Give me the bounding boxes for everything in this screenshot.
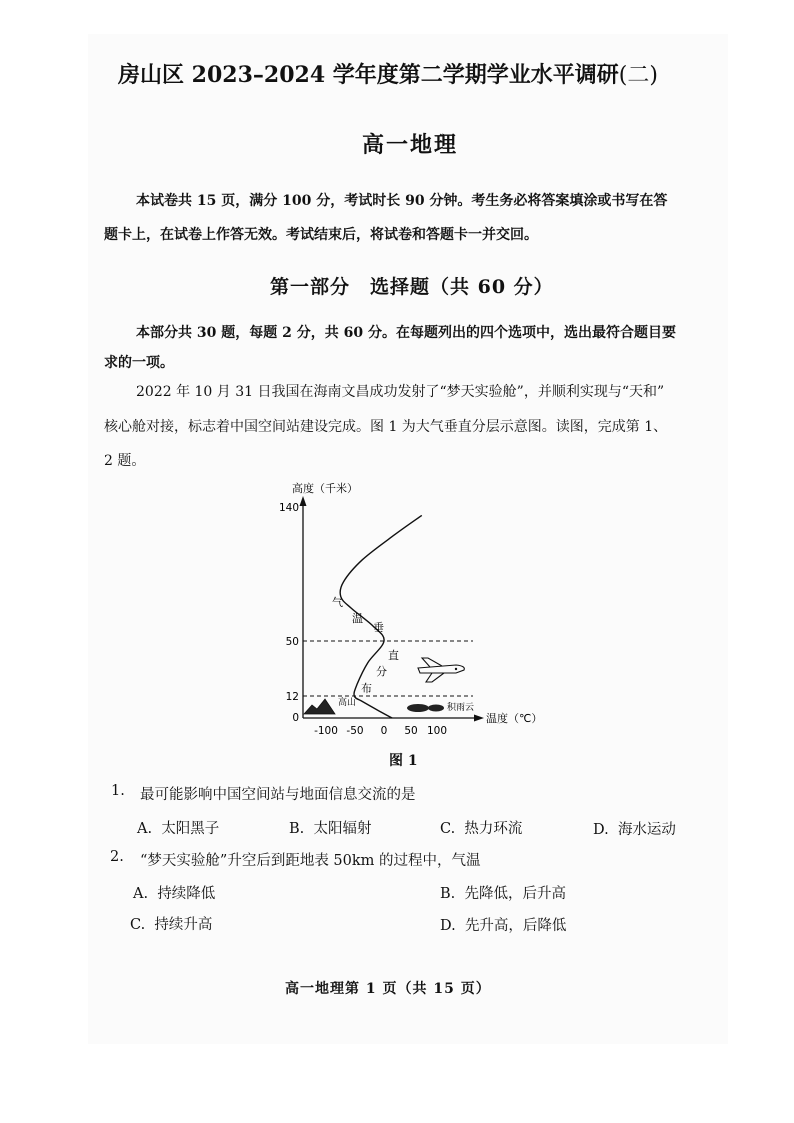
x-axis-label: 温度（℃） xyxy=(486,712,543,725)
q2-option-a-text: 持续降低 xyxy=(157,886,216,902)
curve-label-bu: 布 xyxy=(361,682,372,695)
q1-option-c-text: 热力环流 xyxy=(464,821,523,837)
exam-title-tail: (二) xyxy=(618,63,658,88)
q1-option-d-key: D. xyxy=(593,822,609,838)
x-tick-100: 100 xyxy=(426,725,448,737)
passage-line-2: 核心舱对接，标志着中国空间站建设完成。图 1 为大气垂直分层示意图。读图，完成第 1、 xyxy=(104,419,668,435)
x-tick-minus-100: -100 xyxy=(314,725,338,737)
curve-label-wen: 温 xyxy=(352,612,363,625)
q2-option-c-key: C. xyxy=(130,917,146,933)
q2-option-c xyxy=(130,913,212,934)
exam-title xyxy=(118,58,658,89)
instructions-line-2: 题卡上，在试卷上作答无效。考试结束后，将试卷和答题卡一并交回。 xyxy=(104,227,538,243)
section-title: 第一部分 选择题（共 60 分） xyxy=(270,276,554,298)
y-axis-label: 高度（千米） xyxy=(292,482,358,495)
q1-option-b-key: B. xyxy=(289,821,305,837)
x-tick-0: 0 xyxy=(380,725,388,737)
q1-option-a-key: A. xyxy=(137,821,153,837)
y-tick-12: 12 xyxy=(285,691,299,703)
x-tick-minus-50: -50 xyxy=(346,725,364,737)
section-intro-line-2: 求的一项。 xyxy=(104,355,174,371)
q2-option-b-key: B. xyxy=(440,886,456,902)
q1-option-b-text: 太阳辐射 xyxy=(313,821,372,837)
page-footer: 高一地理第 1 页（共 15 页） xyxy=(285,981,491,997)
y-axis-arrow xyxy=(300,496,307,506)
mountain-label: 高山 xyxy=(338,698,357,708)
q2-option-c-text: 持续升高 xyxy=(154,917,213,933)
figure-caption: 图 1 xyxy=(389,753,418,769)
section-intro-line-1: 本部分共 30 题，每题 2 分，共 60 分。在每题列出的四个选项中，选出最符合题目要 xyxy=(136,325,676,341)
q2-option-a-key: A. xyxy=(133,886,149,902)
curve-label-fen: 分 xyxy=(376,665,387,678)
q1-option-b xyxy=(289,817,371,838)
passage-line-3: 2 题。 xyxy=(104,453,146,469)
airplane-icon xyxy=(418,658,464,682)
question-1-stem: 最可能影响中国空间站与地面信息交流的是 xyxy=(140,787,416,803)
y-tick-50: 50 xyxy=(285,636,299,648)
q2-option-d-text: 先升高，后降低 xyxy=(464,918,567,934)
atmosphere-figure xyxy=(278,476,543,746)
question-1-number: 1. xyxy=(111,783,125,799)
mountain-icon xyxy=(304,699,335,714)
q2-option-b xyxy=(440,882,566,903)
question-2-number: 2. xyxy=(110,849,124,865)
q1-option-a-text: 太阳黑子 xyxy=(161,821,220,837)
q2-option-d-key: D. xyxy=(440,918,456,934)
y-tick-0: 0 xyxy=(292,712,299,724)
q2-option-a xyxy=(133,882,215,903)
passage-line-1: 2022 年 10 月 31 日我国在海南文昌成功发射了“梦天实验舱”，并顺利实现与“天和” xyxy=(136,384,665,400)
q2-option-b-text: 先降低，后升高 xyxy=(464,886,566,902)
question-2-stem: “梦天实验舱”升空后到距地表 50km 的过程中，气温 xyxy=(140,853,481,869)
cloud-label: 积雨云 xyxy=(447,703,475,713)
exam-title-main: 房山区 2023–2024 学年度第二学期学业水平调研 xyxy=(118,62,619,88)
x-axis-arrow xyxy=(474,715,484,722)
cloud-icon xyxy=(407,704,444,712)
curve-label-zhi: 直 xyxy=(388,649,399,662)
curve-label-chui: 垂 xyxy=(373,621,384,634)
x-tick-50: 50 xyxy=(404,725,418,737)
curve-label-qi: 气 xyxy=(332,596,343,609)
q1-option-a xyxy=(137,817,219,838)
q1-option-c xyxy=(440,817,522,838)
q2-option-d xyxy=(440,914,566,935)
instructions-line-1: 本试卷共 15 页，满分 100 分，考试时长 90 分钟。考生务必将答案填涂或书写在答 xyxy=(136,193,668,209)
y-tick-140: 140 xyxy=(278,502,299,514)
q1-option-d-text: 海水运动 xyxy=(617,822,676,838)
subject-title: 高一地理 xyxy=(362,132,459,158)
q1-option-d xyxy=(593,818,676,839)
q1-option-c-key: C. xyxy=(440,821,456,837)
